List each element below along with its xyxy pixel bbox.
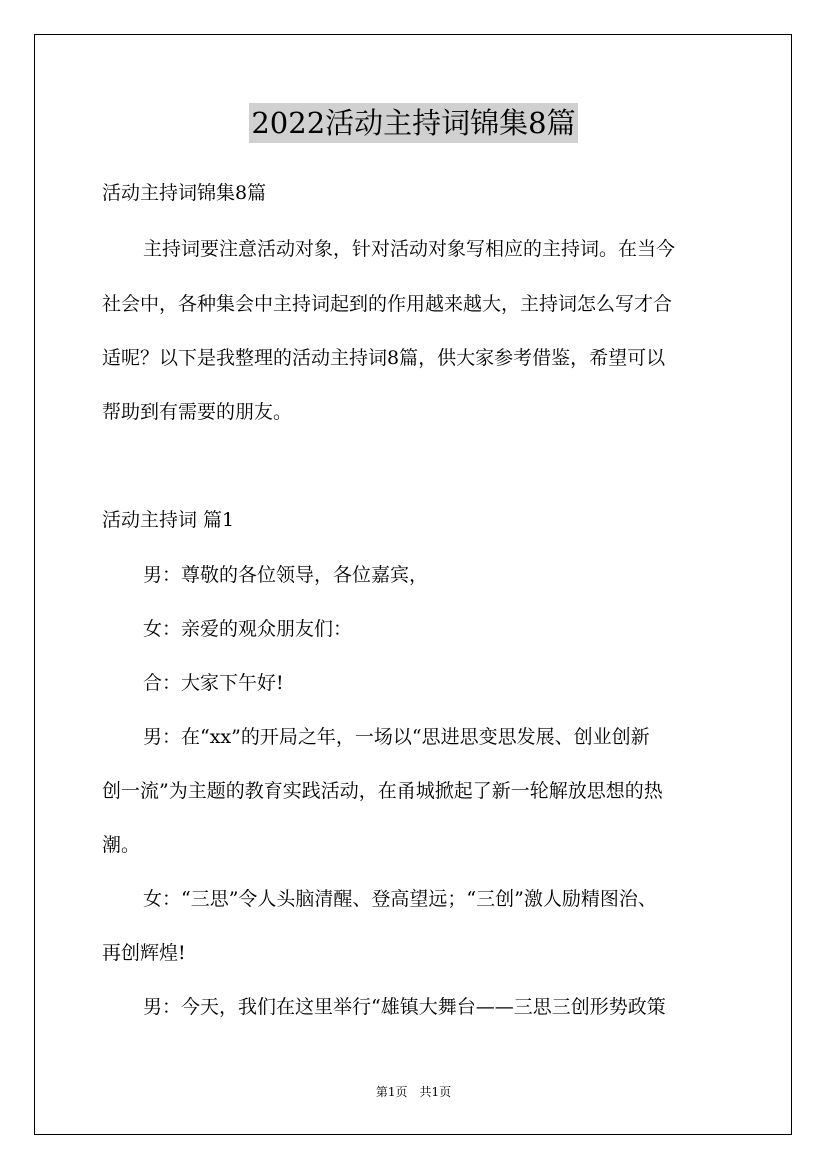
body-line: 男：尊敬的各位领导，各位嘉宾， xyxy=(143,564,429,586)
body-line: 男：在“xx”的开局之年，一场以“思进思变思发展、创业创新 xyxy=(143,726,650,748)
page-number: 第1页 共1页 xyxy=(375,1085,452,1099)
subtitle: 活动主持词锦集8篇 xyxy=(102,182,267,204)
body-line: 合：大家下午好! xyxy=(143,672,284,694)
body-line: 男：今天，我们在这里举行“雄镇大舞台——三思三创形势政策 xyxy=(143,996,666,1018)
intro-line: 帮助到有需要的朋友。 xyxy=(102,401,293,423)
body-line: 女：亲爱的观众朋友们： xyxy=(143,618,353,640)
body-line: 创一流”为主题的教育实践活动，在甬城掀起了新一轮解放思想的热 xyxy=(102,780,663,802)
intro-line: 社会中，各种集会中主持词起到的作用越来越大，主持词怎么写才合 xyxy=(102,293,673,315)
body-line: 再创辉煌! xyxy=(102,942,186,964)
intro-line: 主持词要注意活动对象，针对活动对象写相应的主持词。在当今 xyxy=(143,238,676,260)
section-heading: 活动主持词 篇1 xyxy=(102,509,235,531)
body-line: 潮。 xyxy=(102,834,141,856)
intro-line: 适呢？以下是我整理的活动主持词8篇，供大家参考借鉴，希望可以 xyxy=(102,347,666,369)
document-title: 2022活动主持词锦集8篇 xyxy=(249,103,577,143)
body-line: 女：“三思”令人头脑清醒、登高望远；“三创”激人励精图治、 xyxy=(143,888,657,910)
